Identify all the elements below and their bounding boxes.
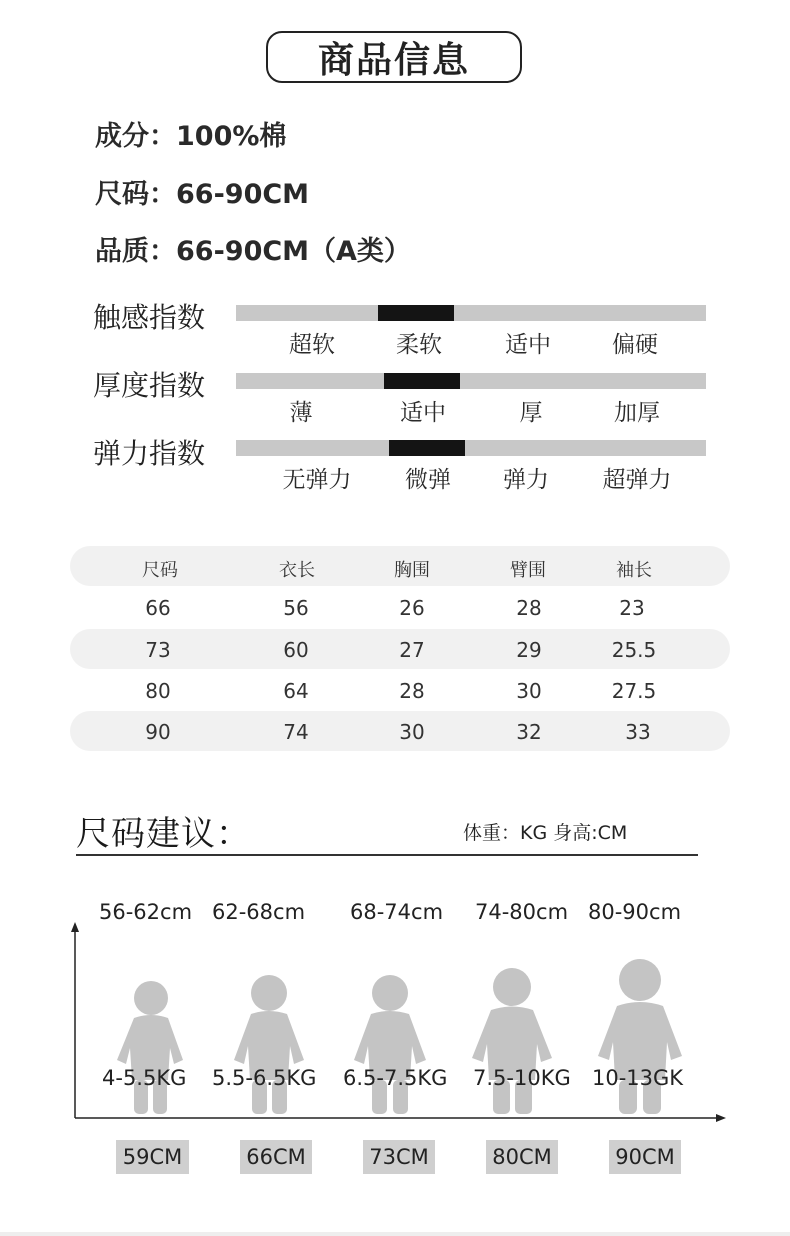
thickness-option: 厚 bbox=[519, 400, 543, 426]
weight-label: 4-5.5KG bbox=[102, 1066, 187, 1090]
thickness-option: 适中 bbox=[400, 400, 446, 426]
touch-index-marker bbox=[378, 305, 454, 321]
table-cell: 28 bbox=[399, 679, 425, 703]
table-cell: 32 bbox=[516, 720, 542, 744]
size-badge bbox=[363, 1140, 435, 1174]
size-badge bbox=[486, 1140, 558, 1174]
table-cell: 30 bbox=[516, 679, 542, 703]
table-cell: 73 bbox=[145, 638, 171, 662]
page-title bbox=[266, 31, 522, 83]
table-cell: 80 bbox=[145, 679, 171, 703]
unit-note: 体重：KG 身高:CM bbox=[463, 822, 628, 844]
table-header-cell: 胸围 bbox=[394, 560, 430, 581]
size-badge-text: 59CM bbox=[122, 1145, 183, 1169]
touch-option: 柔软 bbox=[396, 332, 442, 358]
thickness-index-bar bbox=[236, 373, 706, 389]
table-cell: 28 bbox=[516, 596, 542, 620]
size-badge-text: 66CM bbox=[246, 1145, 306, 1169]
thickness-option: 加厚 bbox=[614, 400, 660, 426]
elasticity-index-bar bbox=[236, 440, 706, 456]
table-cell: 23 bbox=[619, 596, 645, 620]
weight-label: 10-13GK bbox=[592, 1066, 684, 1090]
table-cell: 29 bbox=[516, 638, 542, 662]
child-silhouette-icon bbox=[234, 975, 304, 1114]
table-header-cell: 袖长 bbox=[616, 560, 652, 581]
table-cell: 33 bbox=[625, 720, 651, 744]
table-cell: 64 bbox=[283, 679, 309, 703]
touch-index-label: 触感指数 bbox=[93, 301, 206, 334]
size-badge-text: 90CM bbox=[615, 1145, 675, 1169]
table-cell: 60 bbox=[283, 638, 309, 662]
thickness-option: 薄 bbox=[289, 400, 313, 426]
footer-divider bbox=[0, 1232, 790, 1236]
size-badge bbox=[116, 1140, 189, 1174]
weight-label: 6.5-7.5KG bbox=[343, 1066, 448, 1090]
table-header-cell: 衣长 bbox=[279, 560, 315, 581]
height-range: 74-80cm bbox=[475, 900, 569, 924]
table-cell: 74 bbox=[283, 720, 309, 744]
height-range: 56-62cm bbox=[99, 900, 193, 924]
table-cell: 27 bbox=[399, 638, 425, 662]
table-cell: 26 bbox=[399, 596, 425, 620]
weight-label: 5.5-6.5KG bbox=[212, 1066, 317, 1090]
height-range: 62-68cm bbox=[212, 900, 306, 924]
thickness-index-marker bbox=[384, 373, 460, 389]
elasticity-option: 微弹 bbox=[405, 467, 451, 493]
size-badge-text: 73CM bbox=[369, 1145, 429, 1169]
size-badge-text: 80CM bbox=[492, 1145, 552, 1169]
table-cell: 56 bbox=[283, 596, 309, 620]
touch-option: 超软 bbox=[289, 332, 335, 358]
size-badge bbox=[609, 1140, 681, 1174]
elasticity-option: 超弹力 bbox=[602, 467, 672, 493]
weight-label: 7.5-10KG bbox=[473, 1066, 571, 1090]
table-cell: 27.5 bbox=[611, 679, 657, 703]
elasticity-index-label: 弹力指数 bbox=[93, 437, 206, 470]
table-cell: 25.5 bbox=[611, 638, 657, 662]
size-chart-graphic bbox=[0, 920, 790, 1130]
elasticity-index-marker bbox=[389, 440, 465, 456]
child-silhouette-icon bbox=[598, 959, 682, 1114]
size-info: 尺码：66-90CM bbox=[95, 179, 310, 210]
table-header-cell: 臂围 bbox=[510, 560, 546, 581]
elasticity-option: 无弹力 bbox=[282, 467, 352, 493]
table-header-cell: 尺码 bbox=[142, 560, 178, 581]
child-silhouette-icon bbox=[354, 975, 426, 1114]
child-silhouette-icon bbox=[117, 981, 183, 1114]
quality-info: 品质：66-90CM（A类） bbox=[95, 236, 411, 267]
elasticity-option: 弹力 bbox=[503, 467, 549, 493]
touch-option: 偏硬 bbox=[612, 332, 658, 358]
child-silhouette-icon bbox=[472, 968, 552, 1114]
height-range: 80-90cm bbox=[588, 900, 682, 924]
size-suggestion-title: 尺码建议： bbox=[76, 814, 251, 854]
touch-option: 适中 bbox=[505, 332, 551, 358]
section-divider bbox=[76, 854, 698, 856]
thickness-index-label: 厚度指数 bbox=[93, 369, 206, 402]
size-badge bbox=[240, 1140, 312, 1174]
table-cell: 66 bbox=[145, 596, 171, 620]
height-range: 68-74cm bbox=[350, 900, 444, 924]
page-title-text: 商品信息 bbox=[317, 39, 470, 81]
material-info: 成分：100%棉 bbox=[95, 121, 287, 152]
table-cell: 30 bbox=[399, 720, 425, 744]
table-cell: 90 bbox=[145, 720, 171, 744]
touch-index-bar bbox=[236, 305, 706, 321]
